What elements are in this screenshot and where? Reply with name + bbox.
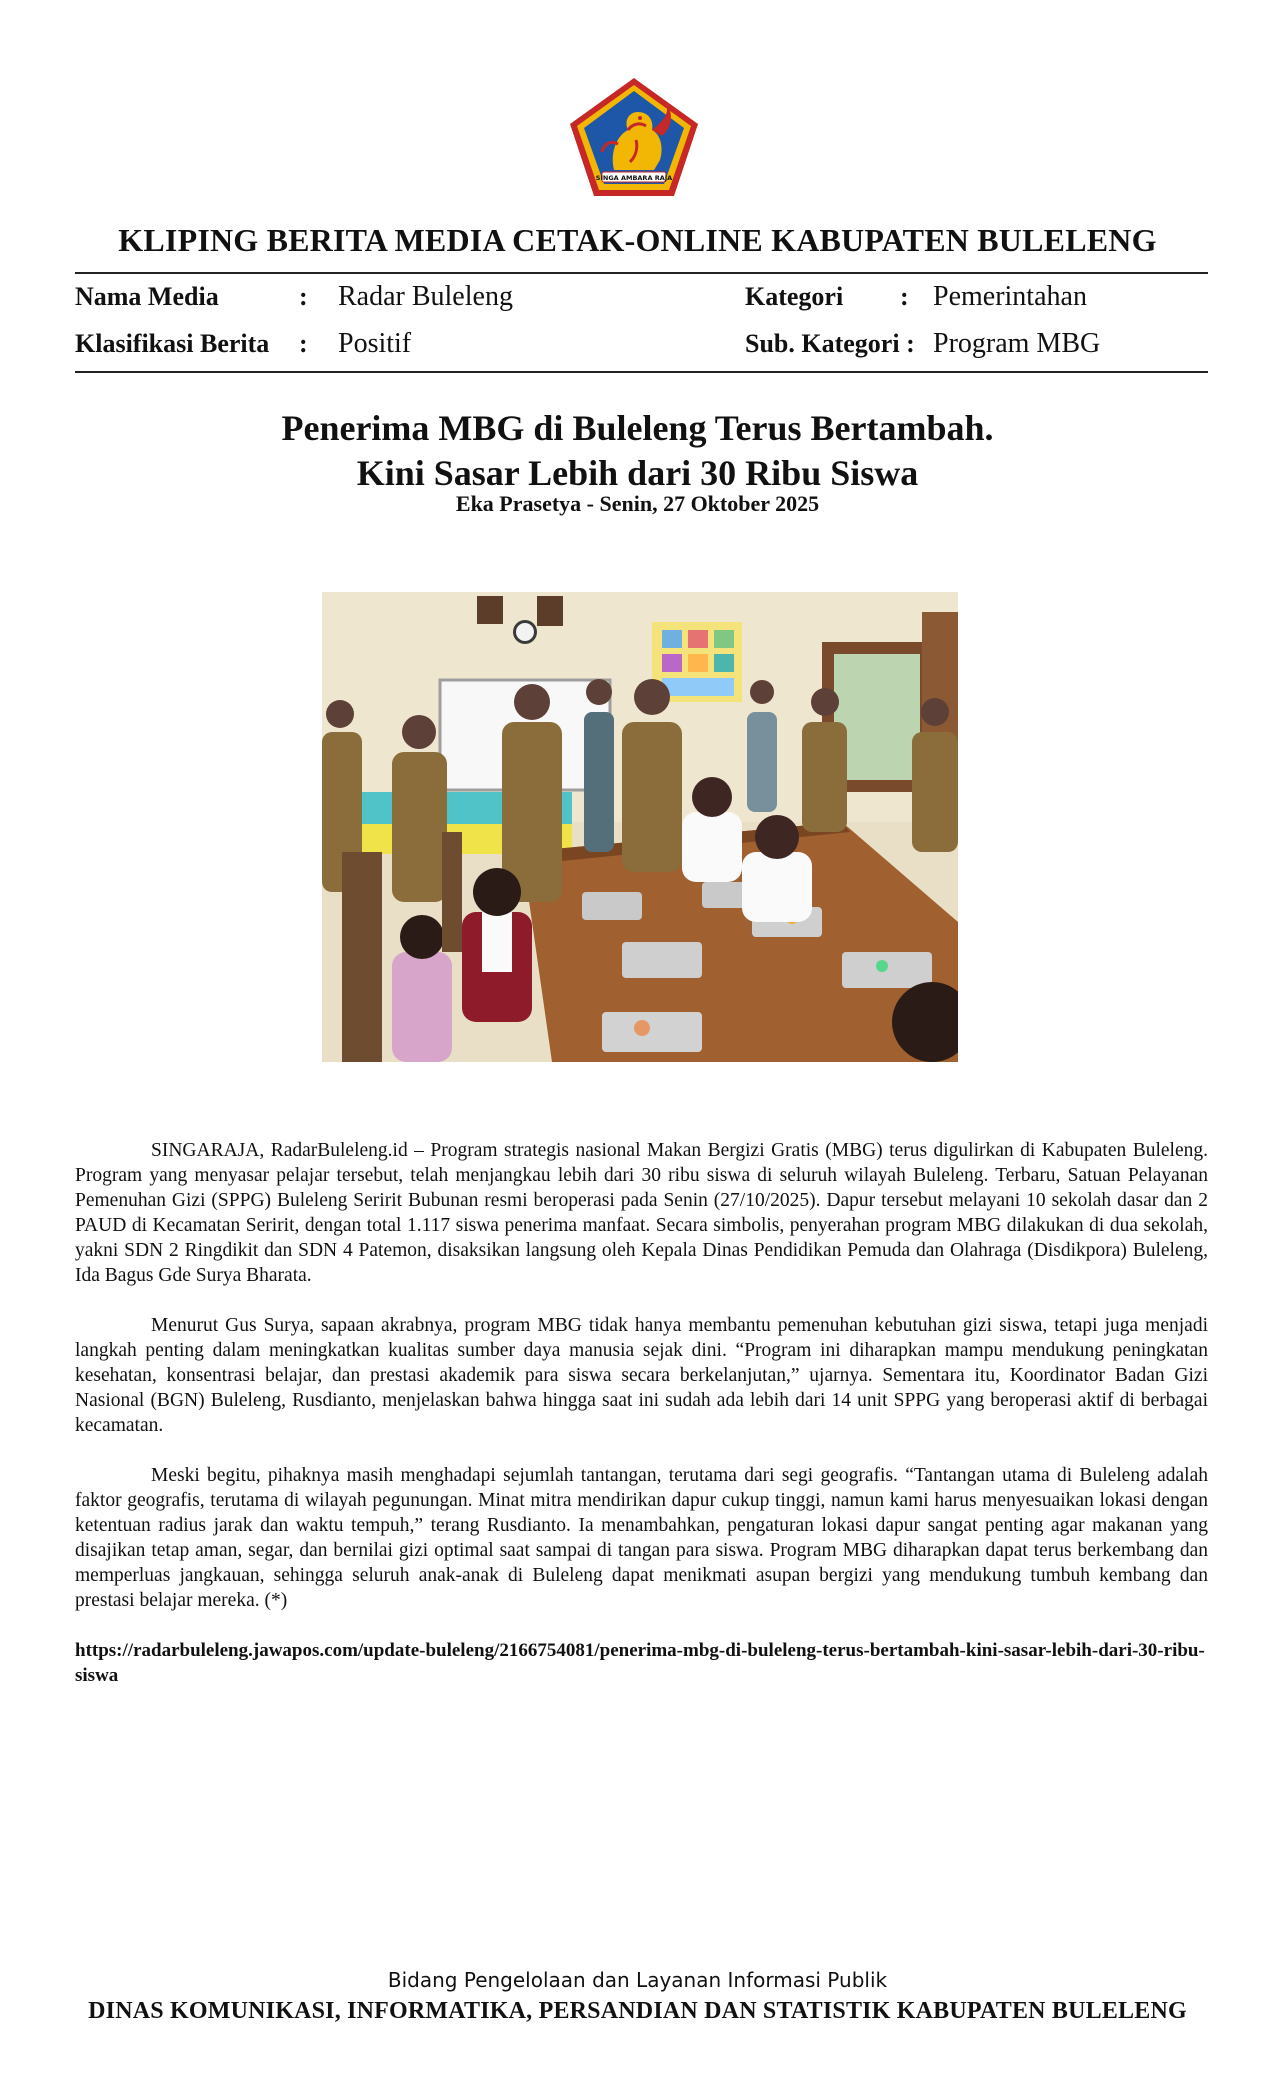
article-paragraph-1: SINGARAJA, RadarBuleleng.id – Program strategis nasional Makan Bergizi Gratis (MBG) terus digulirkan di Kabupaten Buleleng. Program yang menyasar pelajar tersebut, telah menjangkau lebih dari 30 ribu siswa di seluruh wilayah Buleleng. Terbaru, Satuan Pelayanan Pemenuhan Gizi (SPPG) Buleleng Seririt Bubunan resmi beroperasi pada Senin (27/10/2025). Dapur tersebut melayani 10 sekolah dasar dan 2 PAUD di Kecamatan Seririt, dengan total 1.117 siswa penerima manfaat. Secara simbolis, penyerahan program MBG dilakukan di dua sekolah, yakni SDN 2 Ringdikit dan SDN 4 Patemon, disaksikan langsung oleh Kepala Dinas Pendidikan Pemuda dan Olahraga (Disdikpora) Buleleng, Ida Bagus Gde Surya Bharata. xyxy=(75,1140,1208,1286)
article-paragraph-3: Meski begitu, pihaknya masih menghadapi sejumlah tantangan, terutama dari segi geografis. “Tantangan utama di Buleleng adalah faktor geografis, terutama di wilayah pegunungan. Minat mitra mendirikan dapur cukup tinggi, namun kami harus menyesuaikan lokasi dengan ketentuan radius jarak dan waktu tempuh,” terang Rusdianto. Ia menambahkan, pengaturan lokasi dapur sangat penting agar makanan yang disajikan tetap aman, segar, dan bernilai gizi optimal saat sampai di tangan para siswa. Program MBG diharapkan dapat terus berkembang dan memperluas jangkauan, sehingga seluruh anak-anak di Buleleng dapat menikmati asupan bergizi yang mendukung tumbuh kembang dan prestasi belajar mereka. (*) xyxy=(75,1465,1208,1611)
klasifikasi-value: Positif xyxy=(338,328,412,359)
article-title xyxy=(0,406,1275,496)
media-separator: : xyxy=(299,282,308,311)
article-byline: Eka Prasetya - Senin, 27 Oktober 2025 xyxy=(455,491,820,516)
article-title-line1: Penerima MBG di Buleleng Terus Bertambah. xyxy=(281,408,994,448)
klasifikasi-label: Klasifikasi Berita xyxy=(75,329,270,358)
bottom-divider xyxy=(75,371,1208,373)
klasifikasi-separator: : xyxy=(299,329,308,358)
singa-ambara-raja-emblem-icon xyxy=(566,74,702,200)
kategori-value: Pemerintahan xyxy=(933,281,1087,312)
kategori-label: Kategori xyxy=(745,282,844,311)
subkategori-value: Program MBG xyxy=(933,328,1101,359)
article-paragraph-2: Menurut Gus Surya, sapaan akrabnya, program MBG tidak hanya membantu pemenuhan kebutuhan gizi siswa, tetapi juga menjadi langkah penting dalam meningkatkan kualitas sumber daya manusia sejak dini. “Program ini diharapkan mampu mendukung peningkatan kesehatan, konsentrasi belajar, dan prestasi akademik para siswa secara berkelanjutan,” ujarnya. Sementara itu, Koordinator Badan Gizi Nasional (BGN) Buleleng, Rusdianto, menjelaskan bahwa hingga saat ini sudah ada lebih dari 14 unit SPPG yang beroperasi aktif di berbagai kecamatan. xyxy=(75,1315,1208,1436)
footer-agency: DINAS KOMUNIKASI, INFORMATIKA, PERSANDIAN DAN STATISTIK KABUPATEN BULELENG xyxy=(88,1998,1187,2024)
subkategori-label: Sub. Kategori : xyxy=(745,329,915,358)
classroom-photo-icon xyxy=(322,592,958,1062)
logo-caption: SINGA AMBARA RAJA xyxy=(595,174,673,182)
header-title: KLIPING BERITA MEDIA CETAK-ONLINE KABUPATEN BULELENG xyxy=(118,222,1157,258)
media-value: Radar Buleleng xyxy=(338,281,513,312)
kategori-separator: : xyxy=(900,282,909,311)
top-divider xyxy=(75,272,1208,274)
source-link[interactable]: https://radarbuleleng.jawapos.com/update-buleleng/2166754081/penerima-mbg-di-buleleng-terus-bertambah-kini-sasar-lebih-dari-30-ribu-siswa xyxy=(75,1640,1205,1686)
article-title-line2: Kini Sasar Lebih dari 30 Ribu Siswa xyxy=(356,453,919,493)
footer-department: Bidang Pengelolaan dan Layanan Informasi Publik xyxy=(387,1968,888,1992)
media-label: Nama Media xyxy=(75,282,219,311)
